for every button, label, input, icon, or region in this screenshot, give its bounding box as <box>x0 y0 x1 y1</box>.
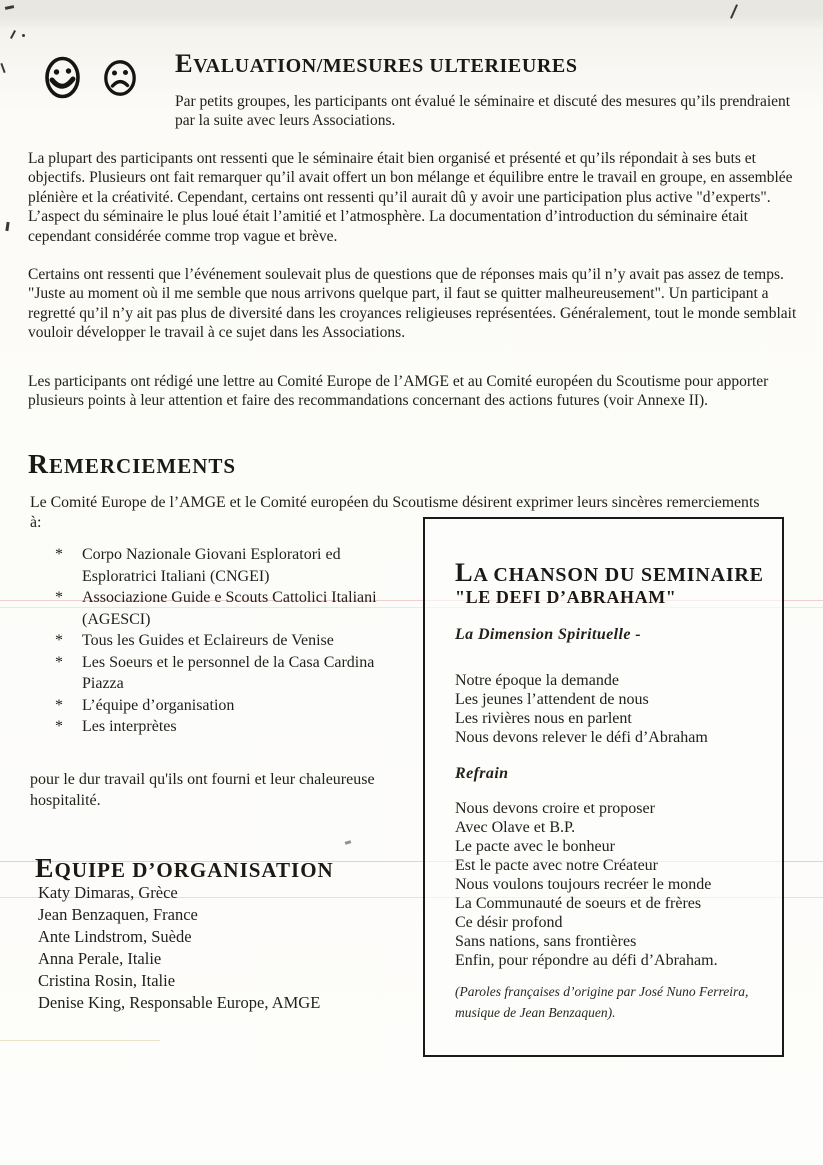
song-box-heading: LA CHANSON DU SEMINAIRE <box>455 556 764 587</box>
remerciements-intro: Le Comité Europe de l’AMGE et le Comité européen du Scoutisme désirent exprimer leurs sincères remerciements à: <box>30 493 760 531</box>
list-item <box>55 652 385 695</box>
thanks-list <box>55 544 385 738</box>
list-item-text: L’équipe d’organisation <box>82 696 235 714</box>
list-item-text: Les Soeurs et le personnel de la Casa Cardina Piazza <box>82 653 375 692</box>
song-section-label: La Dimension Spirituelle - <box>455 626 641 643</box>
scan-speck <box>10 30 16 39</box>
happy-face-icon <box>44 55 81 100</box>
verse-line: Notre époque la demande <box>455 672 619 689</box>
team-member-list <box>38 882 438 1014</box>
list-item <box>55 587 385 630</box>
scan-speck <box>5 5 14 10</box>
song-box <box>423 517 784 1057</box>
list-item-text: Tous les Guides et Eclaireurs de Venise <box>82 632 334 649</box>
asterisk-bullet: * <box>55 589 63 606</box>
refrain-line: La Communauté de soeurs et de frères <box>455 895 702 912</box>
list-item-text: Les interprètes <box>82 718 177 735</box>
scan-speck <box>22 34 25 37</box>
song-title: "LE DEFI D’ABRAHAM" <box>455 587 677 607</box>
credit-line: musique de Jean Benzaquen). <box>455 1005 616 1020</box>
team-member: Katy Dimaras, Grèce <box>38 883 178 902</box>
scan-speck <box>0 63 5 73</box>
scan-speck <box>730 4 738 19</box>
refrain-line: Nous devons croire et proposer <box>455 800 655 817</box>
asterisk-bullet: * <box>55 653 63 671</box>
song-verse <box>455 671 767 747</box>
body-paragraph: Certains ont ressenti que l’événement soulevait plus de questions que de réponses mais qu’il n’y avait pas assez de temps. "Juste au moment où il me semble que nous arrivons quelque part, il faut se quitter malheureusement". Un participant a regretté qu’il n’y ait pas plus de diversité dans les croyances religieuses représentées. Généralement, tout le monde semblait vouloir développer le travail à ce sujet dans les Associations. <box>28 265 797 341</box>
team-member: Anna Perale, Italie <box>38 949 162 968</box>
credit-line: (Paroles françaises d’origine par José Nuno Ferreira, <box>455 984 749 999</box>
verse-line: Les jeunes l’attendent de nous <box>455 691 649 708</box>
refrain-line: Enfin, pour répondre au défi d’Abraham. <box>455 952 718 969</box>
asterisk-bullet: * <box>55 718 63 735</box>
team-member: Cristina Rosin, Italie <box>38 971 176 990</box>
verse-line: Les rivières nous en parlent <box>455 710 632 727</box>
team-member: Denise King, Responsable Europe, AMGE <box>38 993 321 1012</box>
list-item <box>55 544 385 587</box>
list-item-text: Corpo Nazionale Giovani Esploratori ed Esploratrici Italiani (CNGEI) <box>82 546 341 585</box>
verse-line: Nous devons relever le défi d’Abraham <box>455 729 708 746</box>
asterisk-bullet: * <box>55 546 63 563</box>
equipe-heading: EQUIPE D’ORGANISATION <box>35 852 334 884</box>
body-paragraph: Les participants ont rédigé une lettre au Comité Europe de l’AMGE et au Comité européen du Scoutisme pour apporter plusieurs points à leur attention et faire des recommandations concernant des actions futures (voir Annexe II). <box>28 372 769 409</box>
song-refrain <box>455 799 767 970</box>
scan-speck <box>345 840 352 844</box>
list-item <box>55 716 385 738</box>
list-item <box>55 695 385 717</box>
intro-paragraph: Par petits groupes, les participants ont évalué le séminaire et discuté des mesures qu’ils prendraient par la suite avec leurs Associations. <box>175 92 791 129</box>
asterisk-bullet: * <box>55 696 63 714</box>
refrain-line: Ce désir profond <box>455 914 563 931</box>
body-paragraph: La plupart des participants ont ressenti que le séminaire était bien organisé et présenté et qu’ils répondait à ses buts et objectifs. Plusieurs ont fait remarquer qu’il avait offert un bon mélange et équilibre entre le travail en groupe, en assemblée plénière et la créativité. Cependant, certains ont ressenti qu’il aurait dû y avoir une participation plus active "d’experts". L’aspect du séminaire le plus loué était l’amitié et l’atmosphère. La documentation d’introduction du séminaire était cependant considérée comme trop vague et brève. <box>28 149 793 245</box>
team-member: Jean Benzaquen, France <box>38 905 198 924</box>
refrain-line: Sans nations, sans frontières <box>455 933 637 950</box>
asterisk-bullet: * <box>55 632 63 649</box>
refrain-line: Nous voulons toujours recréer le monde <box>455 876 712 893</box>
refrain-line: Le pacte avec le bonheur <box>455 838 615 855</box>
sad-face-icon <box>103 59 137 97</box>
refrain-line: Avec Olave et B.P. <box>455 819 576 836</box>
refrain-label: Refrain <box>455 765 509 782</box>
list-item <box>55 630 385 652</box>
team-member: Ante Lindstrom, Suède <box>38 927 192 946</box>
list-item-text: Associazione Guide e Scouts Cattolici Italiani (AGESCI) <box>82 589 377 628</box>
scan-speck <box>5 222 9 231</box>
remerciements-heading: REMERCIEMENTS <box>28 448 237 480</box>
page-title: EVALUATION/MESURES ULTERIEURES <box>175 48 578 79</box>
scan-artifact-line <box>0 1040 160 1041</box>
refrain-line: Est le pacte avec notre Créateur <box>455 857 658 874</box>
remerciements-outro: pour le dur travail qu'ils ont fourni et leur chaleureuse hospitalité. <box>30 771 375 809</box>
song-credit <box>455 981 760 1023</box>
